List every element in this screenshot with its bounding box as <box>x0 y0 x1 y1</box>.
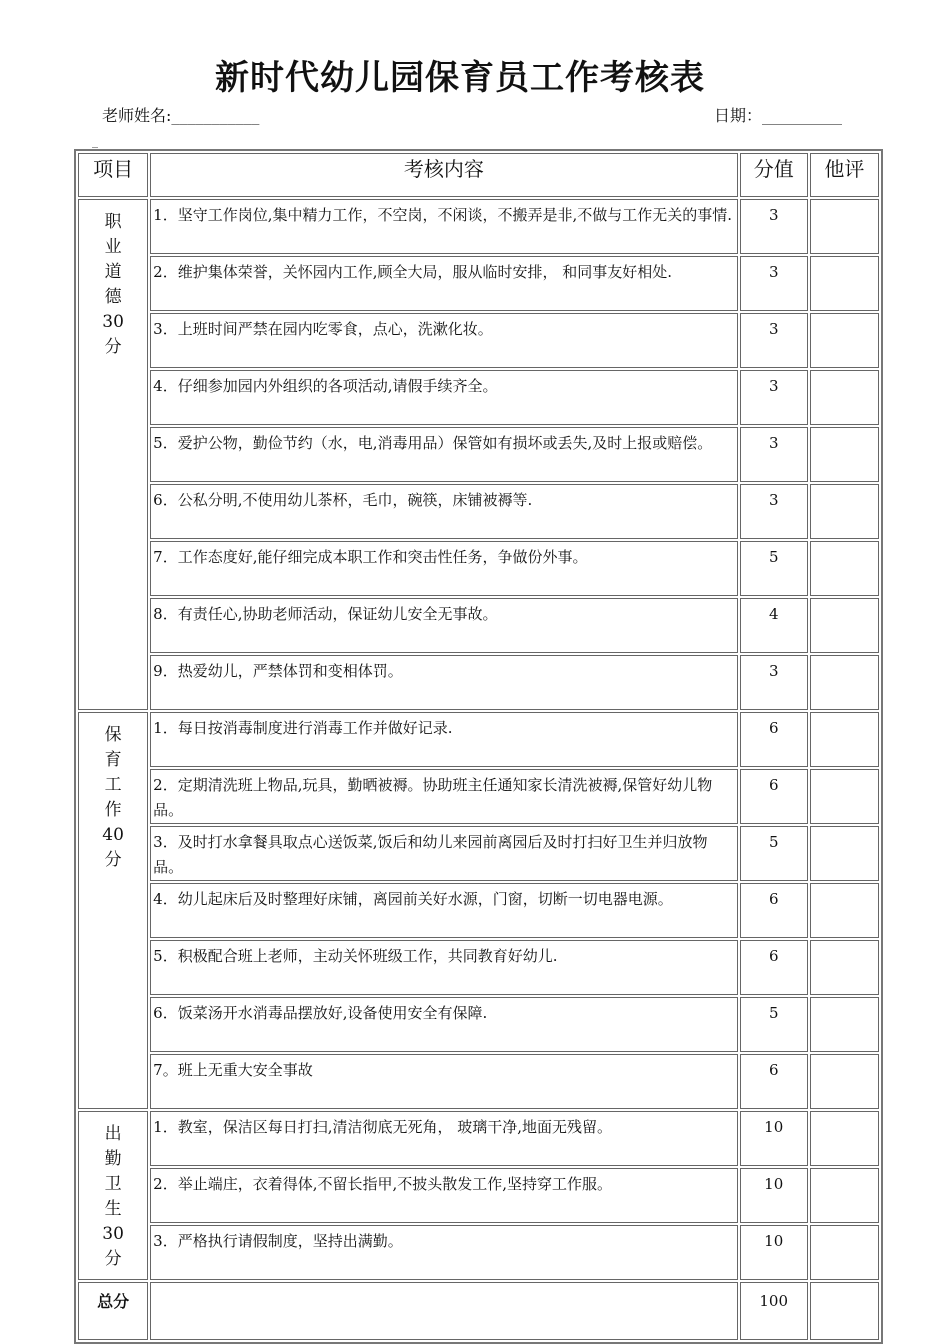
table-row <box>78 313 879 368</box>
points-value: 5 <box>740 541 808 596</box>
peer-review-cell[interactable] <box>810 997 879 1052</box>
criterion-text: 1．坚守工作岗位,集中精力工作，不空岗，不闲谈，不搬弄是非,不做与工作无关的事情. <box>150 199 737 254</box>
points-value: 3 <box>740 313 808 368</box>
criterion-text: 5．积极配合班上老师，主动关怀班级工作，共同教育好幼儿. <box>150 940 737 995</box>
peer-review-cell[interactable] <box>810 541 879 596</box>
page-title: 新时代幼儿园保育员工作考核表 <box>215 58 705 98</box>
evaluation-table <box>74 149 883 1344</box>
peer-review-cell[interactable] <box>810 940 879 995</box>
category-char: 职 <box>104 212 122 232</box>
criterion-text: 6．饭菜汤开水消毒品摆放好,设备使用安全有保障. <box>150 997 737 1052</box>
table-row <box>78 370 879 425</box>
category-char: 40 <box>102 825 124 845</box>
header-peer-review: 他评 <box>810 153 879 197</box>
criterion-text: 3．严格执行请假制度，坚持出满勤。 <box>150 1225 737 1280</box>
teacher-name-blank: ___________ <box>171 106 260 125</box>
peer-review-cell[interactable] <box>810 256 879 311</box>
date-blank: __________ <box>762 106 843 125</box>
peer-review-cell[interactable] <box>810 598 879 653</box>
category-char: 育 <box>104 750 122 770</box>
date-field[interactable] <box>714 103 842 126</box>
criterion-text: 3．上班时间严禁在园内吃零食，点心，洗漱化妆。 <box>150 313 737 368</box>
criterion-text: 1．教室，保洁区每日打扫,清洁彻底无死角， 玻璃干净,地面无残留。 <box>150 1111 737 1166</box>
category-char: 生 <box>104 1199 122 1219</box>
header-content: 考核内容 <box>150 153 737 197</box>
table-row <box>78 598 879 653</box>
points-value: 6 <box>740 1054 808 1109</box>
criterion-text: 2．定期清洗班上物品,玩具，勤晒被褥。协助班主任通知家长清洗被褥,保管好幼儿物品。 <box>150 769 737 824</box>
points-value: 3 <box>740 484 808 539</box>
category-char: 出 <box>104 1124 122 1144</box>
table-row <box>78 541 879 596</box>
peer-review-cell[interactable] <box>810 370 879 425</box>
table-row <box>78 427 879 482</box>
criterion-text: 4．仔细参加园内外组织的各项活动,请假手续齐全。 <box>150 370 737 425</box>
peer-review-cell[interactable] <box>810 1054 879 1109</box>
table-row <box>78 199 879 254</box>
criterion-text: 7。班上无重大安全事故 <box>150 1054 737 1109</box>
category-char: 30 <box>102 312 124 332</box>
category-char: 道 <box>104 262 122 282</box>
criterion-text: 6．公私分明,不使用幼儿茶杯，毛巾，碗筷，床铺被褥等. <box>150 484 737 539</box>
table-row <box>78 826 879 881</box>
peer-review-cell[interactable] <box>810 883 879 938</box>
points-value: 3 <box>740 256 808 311</box>
header-item: 项目 <box>78 153 148 197</box>
criterion-text: 2．维护集体荣誉，关怀园内工作,顾全大局，服从临时安排， 和同事友好相处. <box>150 256 737 311</box>
category-char: 30 <box>102 1224 124 1244</box>
criterion-text: 2．举止端庄，衣着得体,不留长指甲,不披头散发工作,坚持穿工作服。 <box>150 1168 737 1223</box>
table-row <box>78 1168 879 1223</box>
category-char: 卫 <box>104 1174 122 1194</box>
points-value: 4 <box>740 598 808 653</box>
table-row <box>78 256 879 311</box>
total-label: 总分 <box>78 1282 148 1340</box>
category-char: 保 <box>104 725 122 745</box>
category-char: 分 <box>104 337 122 357</box>
table-row <box>78 1225 879 1280</box>
peer-review-cell[interactable] <box>810 712 879 767</box>
table-row <box>78 712 879 767</box>
category-cell <box>78 712 148 1109</box>
table-row <box>78 484 879 539</box>
peer-review-cell[interactable] <box>810 655 879 710</box>
table-row <box>78 655 879 710</box>
points-value: 5 <box>740 997 808 1052</box>
peer-review-cell[interactable] <box>810 1225 879 1280</box>
criterion-text: 7．工作态度好,能仔细完成本职工作和突击性任务，争做份外事。 <box>150 541 737 596</box>
peer-review-cell[interactable] <box>810 427 879 482</box>
points-value: 5 <box>740 826 808 881</box>
points-value: 10 <box>740 1111 808 1166</box>
table-row <box>78 1111 879 1166</box>
category-char: 勤 <box>104 1149 122 1169</box>
category-char: 分 <box>104 850 122 870</box>
peer-review-cell[interactable] <box>810 313 879 368</box>
points-value: 10 <box>740 1225 808 1280</box>
total-content <box>150 1282 737 1340</box>
peer-review-cell[interactable] <box>810 769 879 824</box>
date-label: 日期： <box>714 106 763 125</box>
peer-review-cell[interactable] <box>810 1111 879 1166</box>
criterion-text: 3．及时打水拿餐具取点心送饭菜,饭后和幼儿来园前离园后及时打扫好卫生并归放物品。 <box>150 826 737 881</box>
stray-underscore: _ <box>92 134 98 148</box>
table-row <box>78 997 879 1052</box>
category-char: 作 <box>104 800 122 820</box>
total-row <box>78 1282 879 1340</box>
points-value: 3 <box>740 199 808 254</box>
peer-review-cell[interactable] <box>810 199 879 254</box>
table-row <box>78 940 879 995</box>
points-value: 6 <box>740 940 808 995</box>
points-value: 3 <box>740 370 808 425</box>
criterion-text: 5．爱护公物，勤俭节约（水，电,消毒用品）保管如有损坏或丢失,及时上报或赔偿。 <box>150 427 737 482</box>
teacher-name-label: 老师姓名: <box>102 106 172 125</box>
points-value: 3 <box>740 427 808 482</box>
points-value: 3 <box>740 655 808 710</box>
table-header-row <box>78 153 879 197</box>
table-row <box>78 769 879 824</box>
points-value: 6 <box>740 769 808 824</box>
category-char: 德 <box>104 287 122 307</box>
points-value: 10 <box>740 1168 808 1223</box>
total-points: 100 <box>740 1282 808 1340</box>
category-char: 业 <box>104 237 122 257</box>
table-row <box>78 883 879 938</box>
category-cell <box>78 1111 148 1280</box>
criterion-text: 8．有责任心,协助老师活动，保证幼儿安全无事故。 <box>150 598 737 653</box>
category-char: 工 <box>104 775 122 795</box>
table-row <box>78 1054 879 1109</box>
criterion-text: 9．热爱幼儿，严禁体罚和变相体罚。 <box>150 655 737 710</box>
category-char: 分 <box>104 1249 122 1269</box>
total-peer-review-cell[interactable] <box>810 1282 879 1340</box>
peer-review-cell[interactable] <box>810 826 879 881</box>
peer-review-cell[interactable] <box>810 1168 879 1223</box>
peer-review-cell[interactable] <box>810 484 879 539</box>
header-points: 分值 <box>740 153 808 197</box>
points-value: 6 <box>740 712 808 767</box>
criterion-text: 1．每日按消毒制度进行消毒工作并做好记录. <box>150 712 737 767</box>
category-cell <box>78 199 148 710</box>
teacher-name-field[interactable] <box>102 103 259 126</box>
points-value: 6 <box>740 883 808 938</box>
criterion-text: 4．幼儿起床后及时整理好床铺，离园前关好水源，门窗，切断一切电器电源。 <box>150 883 737 938</box>
